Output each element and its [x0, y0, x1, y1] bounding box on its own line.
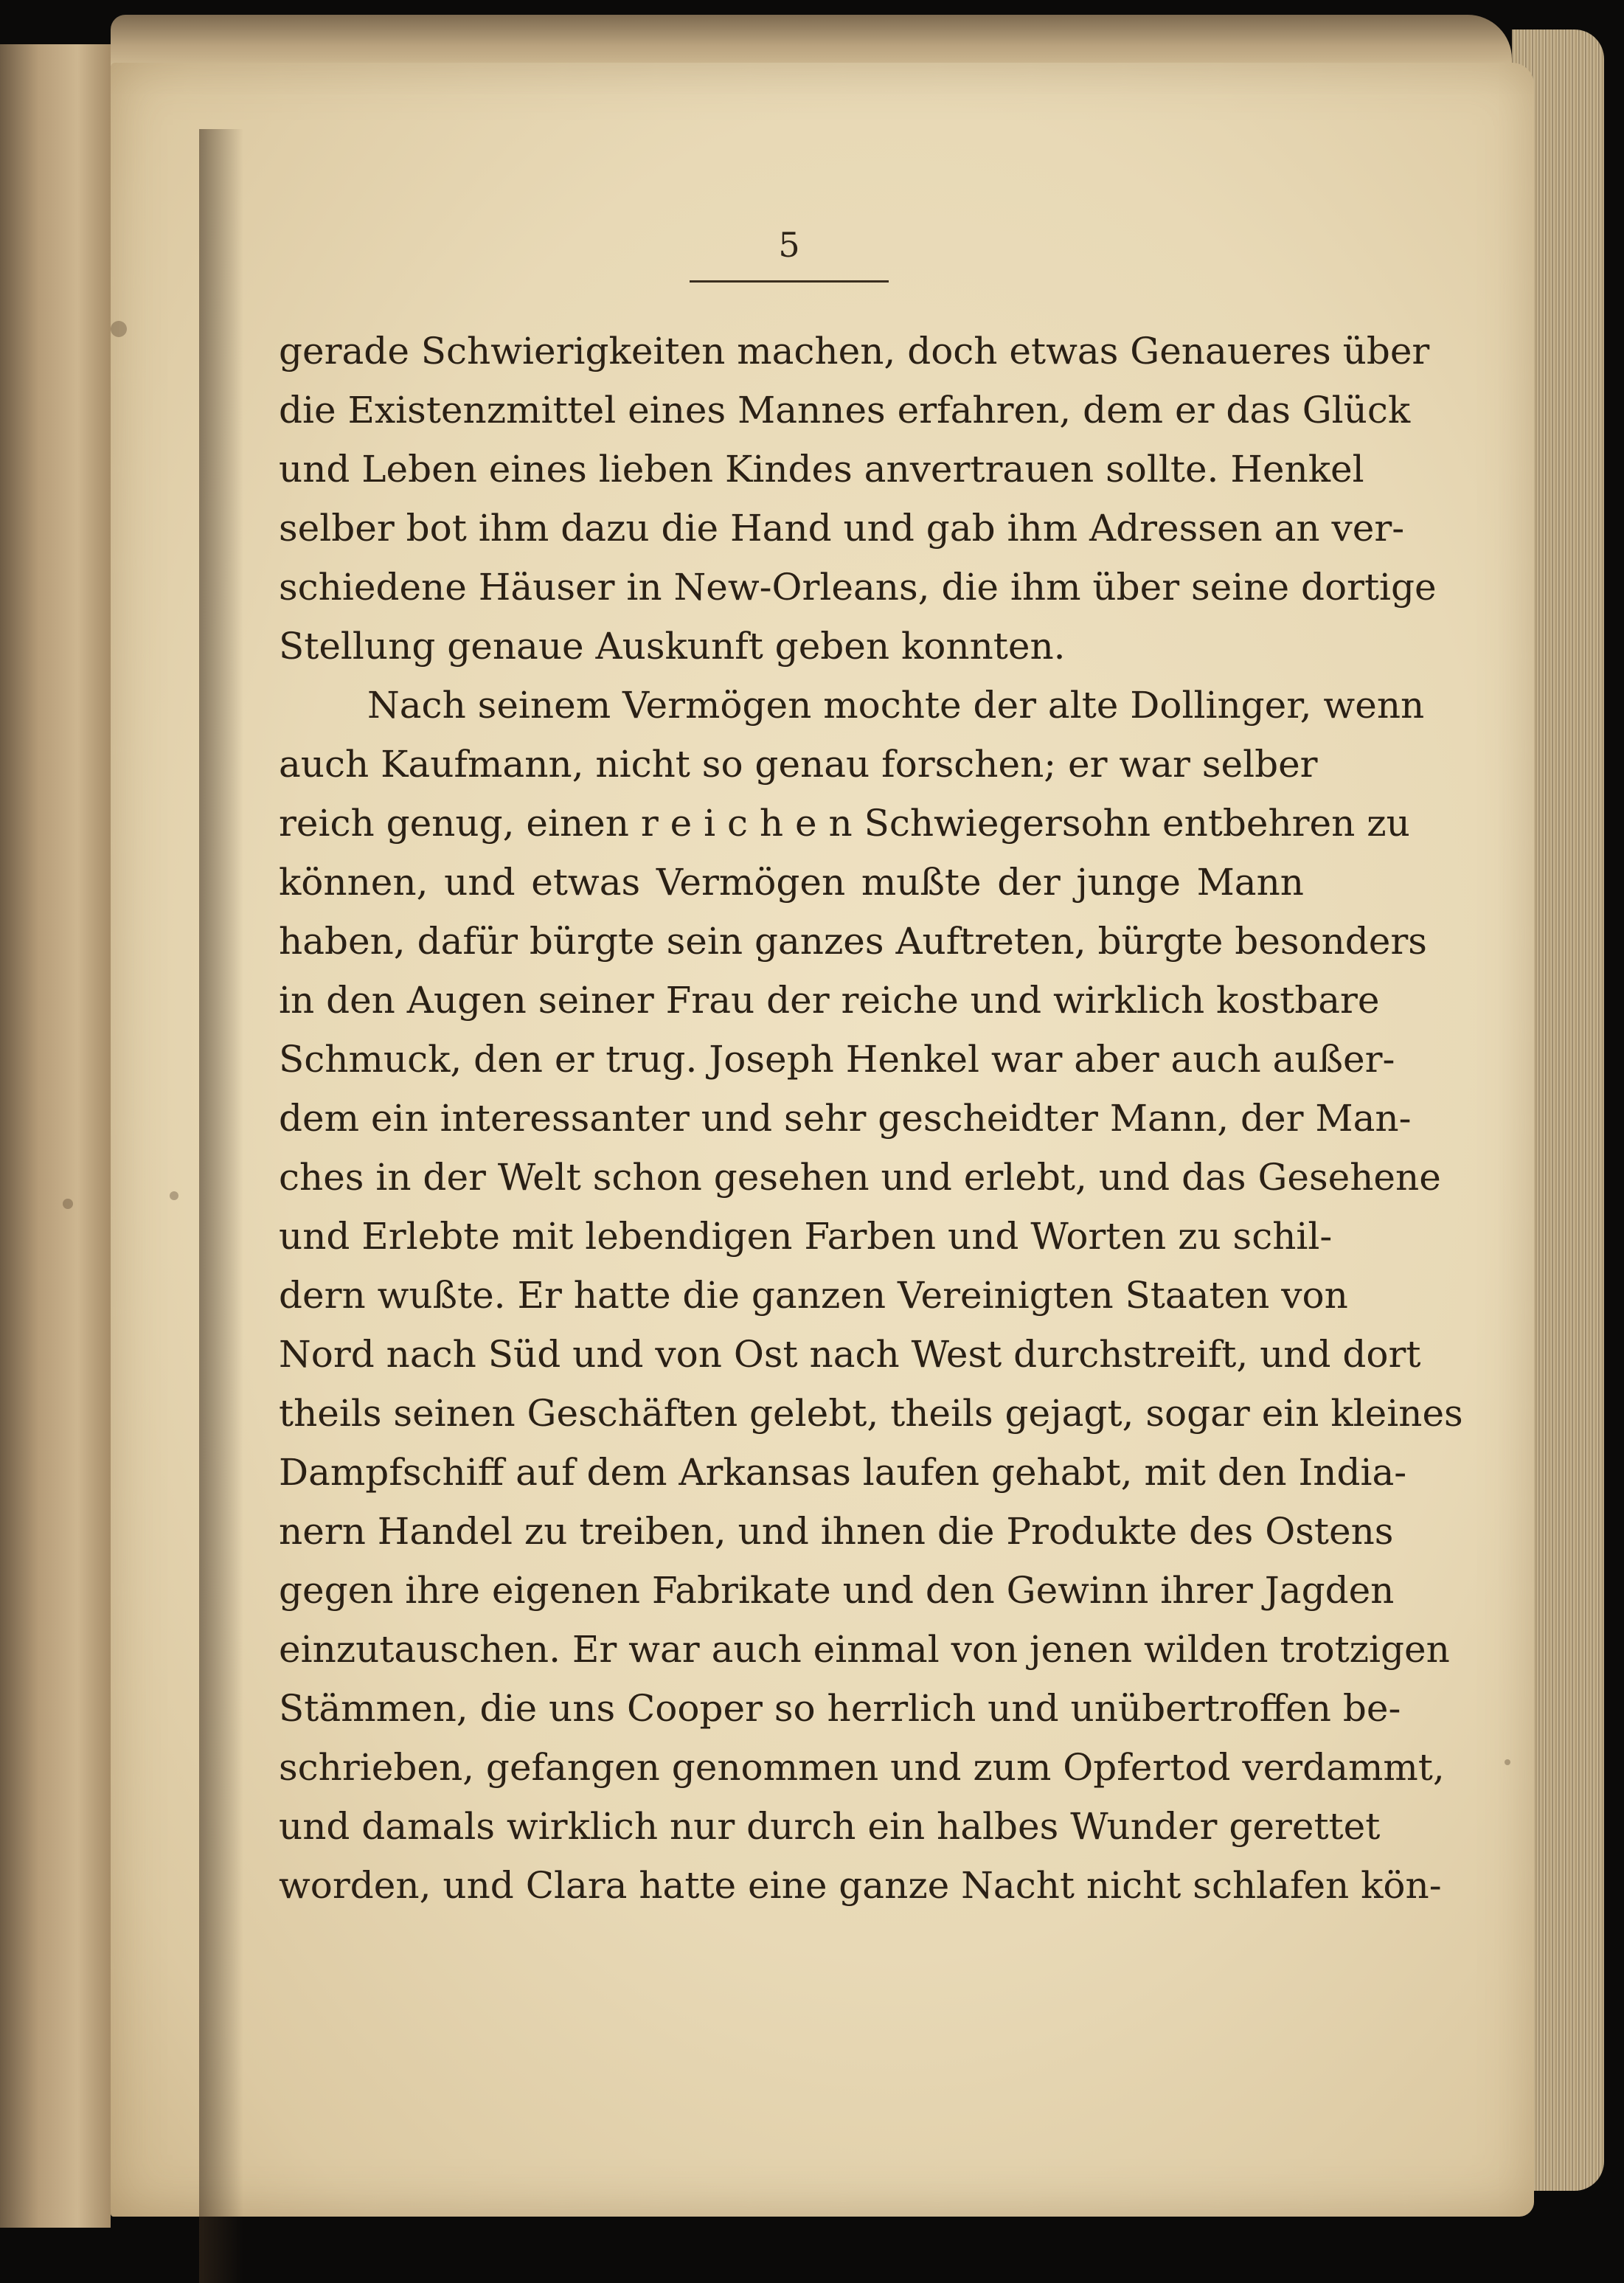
text-line: selber bot ihm dazu die Hand und gab ihm Adressen an ver- [279, 507, 1405, 550]
text-line: schrieben, gefangen genommen und zum Opfertod verdammt, [279, 1746, 1445, 1789]
text-line: worden, und Clara hatte eine ganze Nacht nicht schlafen kön- [279, 1864, 1442, 1907]
text-line: Dampfschiff auf dem Arkansas laufen gehabt, mit den India- [279, 1451, 1407, 1494]
page-spot [170, 1191, 178, 1200]
text-line: in den Augen seiner Frau der reiche und wirklich kostbare [279, 979, 1380, 1022]
text-line: gerade Schwierigkeiten machen, doch etwas Genaueres über [279, 330, 1430, 373]
left-page-edge [0, 44, 111, 2228]
text-line: Stellung genaue Auskunft geben konnten. [279, 625, 1066, 668]
text-line: Stämmen, die uns Cooper so herrlich und unübertroffen be- [279, 1687, 1401, 1730]
page-spot [1505, 1759, 1510, 1765]
text-line: haben, dafür bürgte sein ganzes Auftreten, bürgte besonders [279, 920, 1427, 963]
text-line: die Existenzmittel eines Mannes erfahren, dem er das Glück [279, 389, 1411, 432]
text-line: dern wußte. Er hatte die ganzen Vereinigten Staaten von [279, 1274, 1348, 1317]
text-line: Schmuck, den er trug. Joseph Henkel war aber auch außer- [279, 1038, 1395, 1081]
text-line: theils seinen Geschäften gelebt, theils gejagt, sogar ein kleines [279, 1392, 1463, 1435]
page-spot [111, 321, 127, 337]
header-rule [690, 280, 889, 283]
text-line: dem ein interessanter und sehr gescheidter Mann, der Man- [279, 1097, 1412, 1140]
text-line: und damals wirklich nur durch ein halbes Wunder gerettet [279, 1805, 1381, 1848]
text-line: schiedene Häuser in New-Orleans, die ihm über seine dortige [279, 566, 1437, 609]
page-spot [63, 1199, 73, 1209]
binding-shadow [199, 129, 243, 2283]
text-line: und Erlebte mit lebendigen Farben und Worten zu schil- [279, 1215, 1333, 1258]
text-line: und Leben eines lieben Kindes anvertrauen sollte. Henkel [279, 448, 1364, 491]
top-page-edges [111, 15, 1512, 66]
text-line: gegen ihre eigenen Fabrikate und den Gewinn ihrer Jagden [279, 1569, 1395, 1612]
body-text [279, 322, 1463, 1915]
text-line: Nord nach Süd und von Ost nach West durchstreift, und dort [279, 1333, 1421, 1376]
text-line: ches in der Welt schon gesehen und erlebt, und das Gesehene [279, 1156, 1441, 1199]
text-line: können, und etwas Vermögen mußte der junge Mann [279, 861, 1304, 904]
text-line: auch Kaufmann, nicht so genau forschen; er war selber [279, 743, 1318, 786]
text-line: reich genug, einen r e i c h e n Schwiegersohn entbehren zu [279, 802, 1410, 845]
text-line: Nach seinem Vermögen mochte der alte Dollinger, wenn [367, 684, 1425, 727]
text-line: einzutauschen. Er war auch einmal von jenen wilden trotzigen [279, 1628, 1450, 1671]
text-line: nern Handel zu treiben, und ihnen die Produkte des Ostens [279, 1510, 1394, 1553]
page-number: 5 [778, 225, 800, 265]
